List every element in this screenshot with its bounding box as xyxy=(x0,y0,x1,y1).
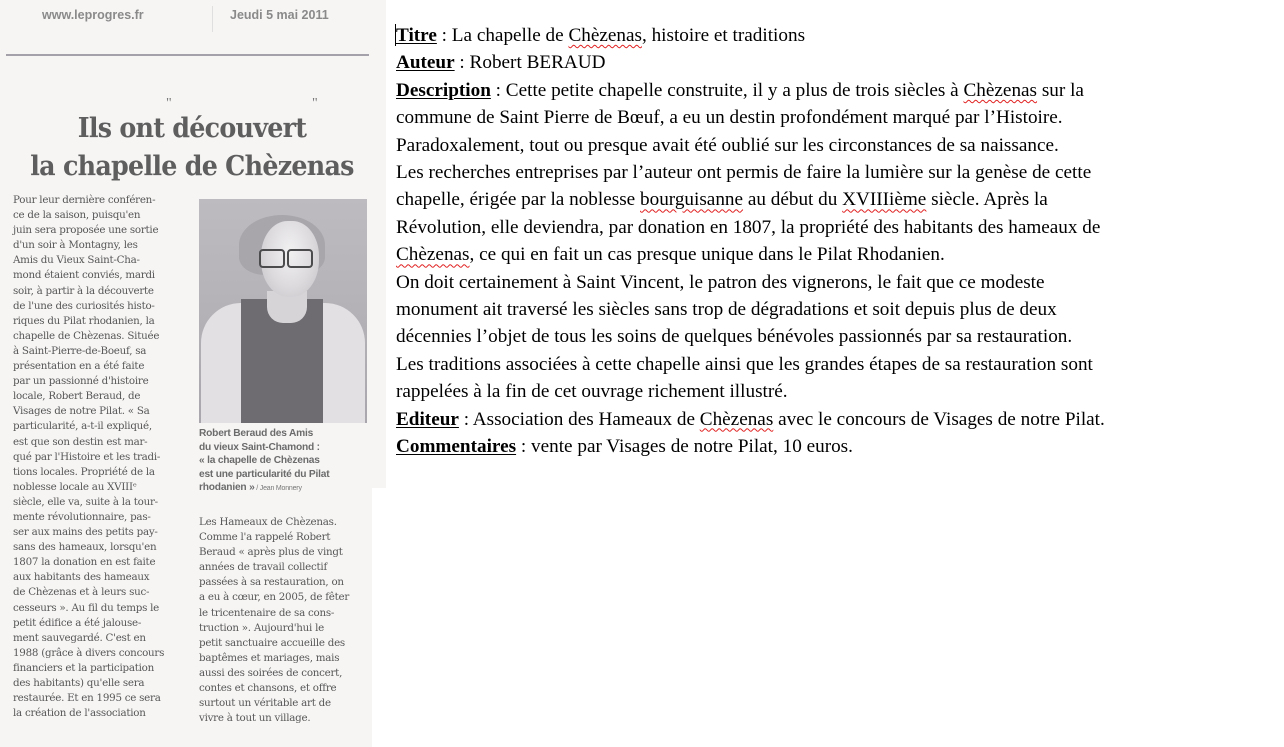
spellcheck-word[interactable]: Chèzenas xyxy=(963,79,1038,101)
caption-line xyxy=(199,427,374,441)
comments-line xyxy=(396,433,1284,460)
spellcheck-word[interactable]: XVIIIième xyxy=(842,189,927,211)
title-line xyxy=(396,22,1284,49)
article-column-1 xyxy=(13,193,191,721)
article-line: juin sera proposée une sortie xyxy=(13,224,159,237)
article-line: par un passionné d'histoire xyxy=(13,375,149,388)
close-quote-mark: " xyxy=(312,96,318,111)
caption-text: Robert Beraud des Amis xyxy=(199,428,314,439)
article-line: particularité, a-t-il expliqué, xyxy=(13,420,152,433)
title-label: Titre xyxy=(396,25,437,46)
article-line: Comme l'a rappelé Robert xyxy=(199,531,331,544)
headline-line: la chapelle de Chèzenas xyxy=(30,151,354,182)
article-line: ment sauvegardé. C'est en xyxy=(13,631,146,644)
article-line: Amis du Vieux Saint-Cha- xyxy=(13,254,140,267)
article-line: d'un soir à Montagny, les xyxy=(13,239,138,252)
article-line: présentation en a été faite xyxy=(13,360,145,373)
article-line: mond étaient conviés, mardi xyxy=(13,269,155,282)
article-line: surtout un véritable art de xyxy=(199,697,331,710)
article-line: 1988 (grâce à divers concours xyxy=(13,646,165,659)
article-line: restaurée. Et en 1995 ce sera xyxy=(13,692,161,705)
description-text: : Cette petite chapelle construite, il y a plus de trois siècles à xyxy=(490,79,964,101)
headline-line: Ils ont découvert xyxy=(77,113,307,144)
document-body[interactable] xyxy=(396,22,1284,461)
caption-text: « la chapelle de Chèzenas xyxy=(199,455,320,466)
article-line: années de travail collectif xyxy=(199,561,328,574)
author-line xyxy=(396,49,1284,76)
photo-glasses xyxy=(259,249,285,268)
article-line: est que son destin est mar- xyxy=(13,435,148,448)
article-line: Les Hameaux de Chèzenas. xyxy=(199,516,337,528)
article-line: locale, Robert Beraud, de xyxy=(13,390,141,403)
description-line: Les recherches entreprises par l’auteur ont permis de faire la lumière sur la genèse de cette xyxy=(396,162,1092,184)
title-value: : La chapelle de xyxy=(436,25,569,46)
article-line: petit édifice a été jalouse- xyxy=(13,616,142,629)
article-line: contes et chansons, et offre xyxy=(199,682,337,695)
article-line: aux habitants des hameaux xyxy=(13,571,150,584)
newspaper-header xyxy=(42,6,372,28)
article-line: aussi des soirées de concert, xyxy=(199,666,343,679)
description-line: commune de Saint Pierre de Bœuf, a eu un destin profondément marqué par l’Histoire. xyxy=(396,107,1063,129)
comments-label: Commentaires xyxy=(396,436,517,458)
article-line: qué par l'Histoire et les tradi- xyxy=(13,450,161,463)
description-text: sur la xyxy=(1037,79,1084,101)
article-line: tions locales. Propriété de la xyxy=(13,465,155,478)
author-photo xyxy=(199,199,367,423)
editor-value: : Association des Hameaux de xyxy=(458,408,700,430)
header-separator xyxy=(212,6,213,32)
caption-text: est une particularité du Pilat xyxy=(199,468,330,480)
photo-caption xyxy=(199,427,374,496)
newspaper-rule xyxy=(6,54,369,56)
comments-value: : vente par Visages de notre Pilat, 10 euros. xyxy=(516,436,853,458)
article-line: 1807 la donation en est faite xyxy=(13,556,156,569)
description-line: monument ait traversé les siècles sans trop de dégradations et soit depuis plus de deux xyxy=(396,299,1057,321)
description-line: Révolution, elle deviendra, par donation en 1807, la propriété des habitants des hameaux de xyxy=(396,216,1101,238)
editor-value: avec le concours de Visages de notre Pilat. xyxy=(773,408,1105,430)
caption-line xyxy=(199,468,374,482)
article-line: a eu à cœur, en 2005, de fêter xyxy=(199,591,350,604)
description-line: décennies l’objet de tous les soins de quelques bénévoles passionnés par sa restauration. xyxy=(396,326,1073,348)
description-text: , ce qui en fait un cas presque unique dans le Pilat Rhodanien. xyxy=(469,244,945,266)
spellcheck-word[interactable]: Chèzenas xyxy=(699,408,774,430)
newspaper-headline xyxy=(23,110,361,186)
article-line: des habitants) qu'elle sera xyxy=(13,677,145,689)
editor-line xyxy=(396,406,1284,433)
article-line: siècle, elle va, suite à la tour- xyxy=(13,495,158,508)
open-quote-mark: " xyxy=(166,96,172,111)
article-line: mente révolutionnaire, pas- xyxy=(13,510,151,523)
spellcheck-word[interactable]: Chèzenas xyxy=(396,244,470,266)
newspaper-date: Jeudi 5 mai 2011 xyxy=(230,8,329,22)
editor-label: Editeur xyxy=(396,408,459,430)
photo-glasses xyxy=(287,249,313,268)
article-line: riques du Pilat rhodanien, la xyxy=(13,314,155,327)
description-text: chapelle, érigée par la noblesse xyxy=(396,189,640,211)
description-line: On doit certainement à Saint Vincent, le patron des vignerons, le fait que ce modeste xyxy=(396,271,1045,293)
spellcheck-word[interactable]: bourguisanne xyxy=(640,189,744,211)
author-value: : Robert BERAUD xyxy=(454,52,606,74)
article-line: de l'une des curiosités histo- xyxy=(13,299,155,312)
author-label: Auteur xyxy=(396,52,455,74)
article-line: passées à sa restauration, on xyxy=(199,576,344,589)
description-line: Paradoxalement, tout ou presque avait été oublié sur les circonstances de sa naissance. xyxy=(396,134,1059,156)
article-line: le tricentenaire de sa cons- xyxy=(199,606,335,619)
article-line: financiers et la participation xyxy=(13,661,154,674)
newspaper-site: www.leprogres.fr xyxy=(42,8,144,22)
article-line: noblesse locale au XVIIIᵉ xyxy=(13,480,137,493)
article-line: ce de la saison, puisqu'en xyxy=(13,209,141,222)
article-line: chapelle de Chèzenas. Située xyxy=(13,329,160,342)
caption-line xyxy=(199,441,374,455)
article-line: baptêmes et mariages, mais xyxy=(199,651,340,664)
article-line: vivre à tout un village. xyxy=(199,712,311,725)
article-line: sans des hameaux, lorsqu'en xyxy=(13,541,157,554)
description-text: au début du xyxy=(743,189,843,211)
article-column-2 xyxy=(199,515,371,726)
article-line: Pour leur dernière conféren- xyxy=(13,194,156,206)
description-line: rappelées à la fin de cet ouvrage richement illustré. xyxy=(396,381,788,403)
article-line: ser aux mains des petits pay- xyxy=(13,526,158,539)
caption-line xyxy=(199,454,374,468)
article-line: soir, à partir à la découverte xyxy=(13,284,154,297)
article-line: truction ». Aujourd'hui le xyxy=(199,621,324,634)
article-line: Beraud « après plus de vingt xyxy=(199,546,343,559)
description-line xyxy=(396,241,1284,268)
description-line xyxy=(396,77,1284,104)
article-line: petit sanctuaire accueille des xyxy=(199,636,345,649)
article-line: cesseurs ». Au fil du temps le xyxy=(13,601,160,614)
article-line: la création de l'association xyxy=(13,707,146,720)
caption-text: du vieux Saint-Chamond : xyxy=(199,441,320,453)
photo-credit: / Jean Monnery xyxy=(254,485,302,492)
caption-line xyxy=(199,481,374,496)
article-line: de Chèzenas et à leurs suc- xyxy=(13,586,150,599)
description-line xyxy=(396,186,1284,213)
spellcheck-word[interactable]: Chèzenas xyxy=(568,25,642,46)
article-line: Visages de notre Pilat. « Sa xyxy=(13,405,150,418)
description-line: Les traditions associées à cette chapelle ainsi que les grandes étapes de sa restauration sont xyxy=(396,353,1093,375)
description-label: Description xyxy=(396,79,491,101)
caption-text: rhodanien » xyxy=(199,482,255,493)
description-text: siècle. Après la xyxy=(926,189,1048,211)
article-line: à Saint-Pierre-de-Boeuf, sa xyxy=(13,344,147,357)
title-value: , histoire et traditions xyxy=(641,25,806,46)
